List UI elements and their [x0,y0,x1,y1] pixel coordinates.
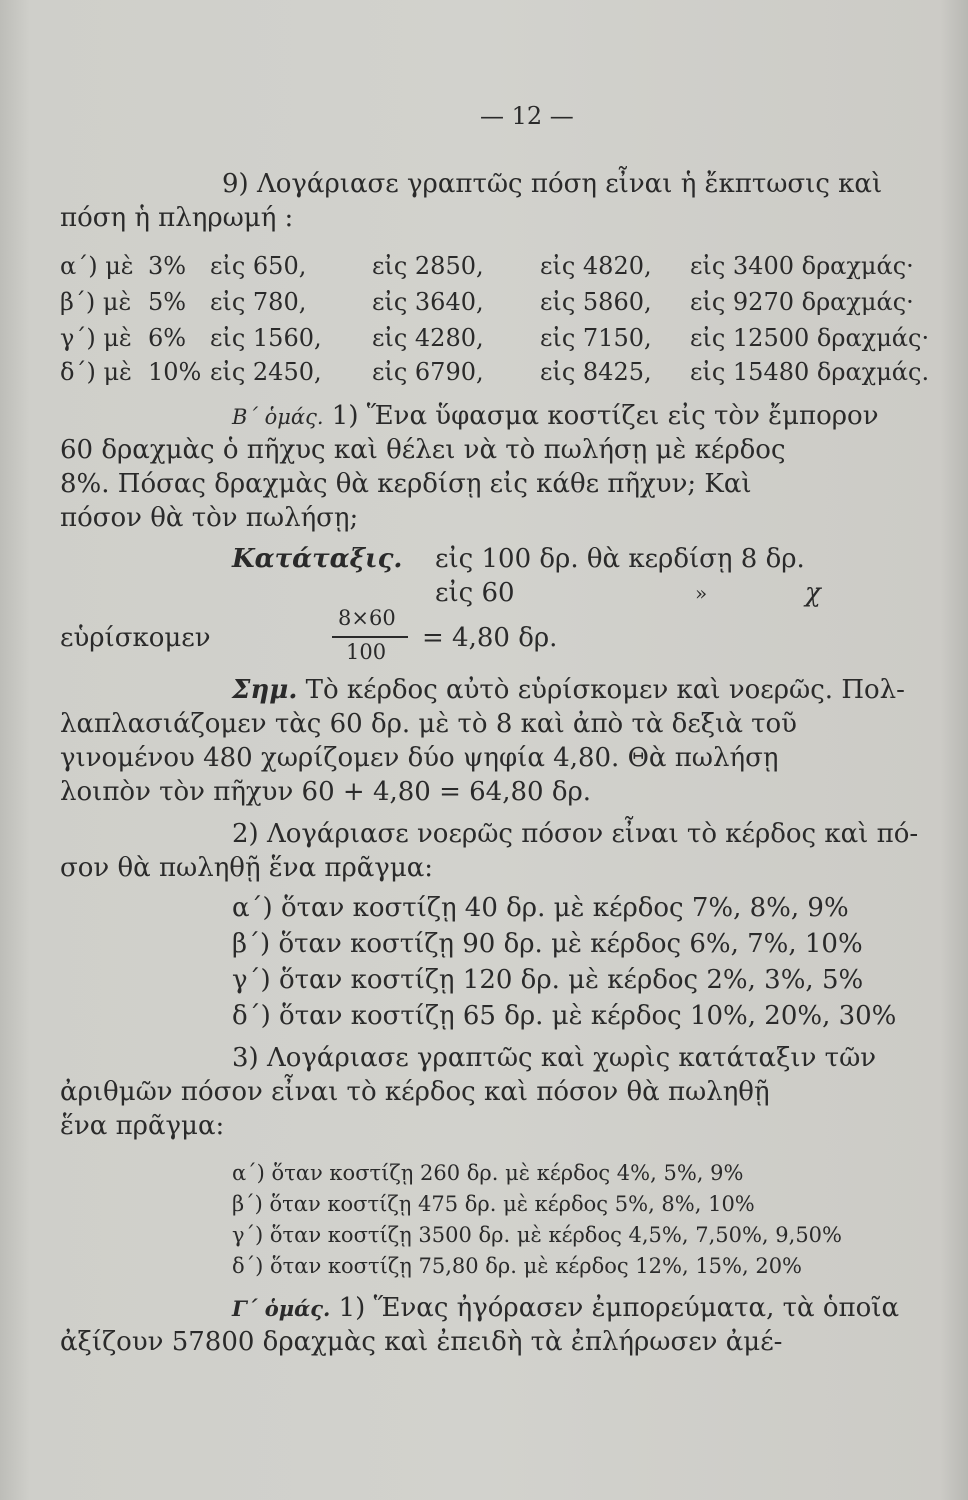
exercise-2-row: β΄) ὅταν κοστίζῃ 90 δρ. μὲ κέρδος 6%, 7%, 10% [232,929,863,959]
kataxis-label: Κατάταξις. [232,544,403,574]
row-amount-b: εἰς 4280, [372,324,484,352]
note-line-4: λοιπὸν τὸν πῆχυν 60 + 4,80 = 64,80 δρ. [60,777,592,807]
fraction-denominator: 100 [346,640,387,664]
row-amount-d: εἰς 15480 δραχμάς. [690,358,930,386]
note-line-3: γινομένου 480 χωρίζομεν δύο ψηφία 4,80. Θὰ πωλήσῃ [60,743,779,773]
row-label: β΄) μὲ [60,288,132,316]
row-amount-a: εἰς 1560, [210,324,322,352]
page-number: — 12 — [480,102,574,130]
exercise-3-line-2: ἀριθμῶν πόσον εἶναι τὸ κέρδος καὶ πόσον θὰ πωληθῇ [60,1077,770,1107]
g-group-tag: Γ΄ ὁμάς. [232,1296,331,1321]
row-percent: 5% [148,288,187,316]
fraction-bar [332,636,408,638]
exercise-2-line-1: 2) Λογάριασε νοερῶς πόσον εἶναι τὸ κέρδος καὶ πό- [232,819,919,849]
row-amount-c: εἰς 5860, [540,288,652,316]
row-amount-c: εἰς 4820, [540,252,652,280]
row-amount-d: εἰς 9270 δραχμάς· [690,288,914,316]
exercise-2-line-2: σον θὰ πωληθῇ ἕνα πρᾶγμα: [60,853,434,883]
row-amount-d: εἰς 12500 δραχμάς· [690,324,930,352]
exercise-3-row: δ΄) ὅταν κοστίζῃ 75,80 δρ. μὲ κέρδος 12%, 15%, 20% [232,1254,803,1278]
b-group-tag: Β΄ ὁμάς. [232,405,324,429]
note-tag: Σημ. [232,675,298,705]
b-group-text: 1) Ἕνα ὕφασμα κοστίζει εἰς τὸν ἔμπορον [331,401,879,431]
exercise-3-line-1: 3) Λογάριασε γραπτῶς καὶ χωρὶς κατάταξιν τῶν [232,1043,877,1073]
row-amount-c: εἰς 7150, [540,324,652,352]
row-amount-b: εἰς 3640, [372,288,484,316]
row-amount-d: εἰς 3400 δραχμάς· [690,252,914,280]
row-amount-a: εἰς 2450, [210,358,322,386]
exercise-3-row: γ΄) ὅταν κοστίζῃ 3500 δρ. μὲ κέρδος 4,5%, 7,50%, 9,50% [232,1223,842,1247]
note-text: Τὸ κέρδος αὐτὸ εὑρίσκομεν καὶ νοερῶς. Πολ- [305,675,905,705]
kataxis-row-2-unknown: χ [805,578,821,608]
row-amount-a: εἰς 780, [210,288,307,316]
note-line-2: λαπλασιάζομεν τὰς 60 δρ. μὲ τὸ 8 καὶ ἀπὸ τὰ δεξιὰ τοῦ [60,709,797,739]
row-label: γ΄) μὲ [60,324,132,352]
exercise-2-row: α΄) ὅταν κοστίζῃ 40 δρ. μὲ κέρδος 7%, 8%, 9% [232,893,849,923]
b-group-line-4: πόσον θὰ τὸν πωλήσῃ; [60,503,359,533]
b-group-line-2: 60 δραχμὰς ὁ πῆχυς καὶ θέλει νὰ τὸ πωλήσῃ μὲ κέρδος [60,435,786,465]
exercise-2-row: γ΄) ὅταν κοστίζῃ 120 δρ. μὲ κέρδος 2%, 3%, 5% [232,965,864,995]
b-group-line-1 [232,400,879,433]
row-percent: 10% [148,358,202,386]
exercise-3-row: α΄) ὅταν κοστίζῃ 260 δρ. μὲ κέρδος 4%, 5%, 9% [232,1161,744,1185]
kataxis-row-2-ditto: » [695,581,708,605]
kataxis-row-1: εἰς 100 δρ. θὰ κερδίσῃ 8 δρ. [435,544,805,574]
eurisko-result: = 4,80 δρ. [422,623,558,653]
row-label: α΄) μὲ [60,252,134,280]
g-group-text: 1) Ἕνας ἠγόρασεν ἐμπορεύματα, τὰ ὁποῖα [338,1293,899,1323]
exercise-9-line-2: πόση ἡ πληρωμή : [60,203,294,233]
row-label: δ΄) μὲ [60,358,132,386]
note-line-1 [232,674,905,706]
b-group-line-3: 8%. Πόσας δραχμὰς θὰ κερδίσῃ εἰς κάθε πῆχυν; Καὶ [60,469,752,499]
exercise-2-row: δ΄) ὅταν κοστίζῃ 65 δρ. μὲ κέρδος 10%, 20%, 30% [232,1001,897,1031]
row-amount-b: εἰς 6790, [372,358,484,386]
row-amount-a: εἰς 650, [210,252,307,280]
exercise-3-line-3: ἕνα πρᾶγμα: [60,1111,225,1141]
kataxis-row-2-a: εἰς 60 [435,578,515,608]
eurisko-prefix: εὑρίσκομεν [60,623,211,653]
exercise-9-line-1: 9) Λογάριασε γραπτῶς πόση εἶναι ἡ ἔκπτωσις καὶ [222,169,883,199]
row-amount-b: εἰς 2850, [372,252,484,280]
g-group-line-1 [232,1292,899,1325]
g-group-line-2: ἀξίζουν 57800 δραχμὰς καὶ ἐπειδὴ τὰ ἐπλήρωσεν ἀμέ- [60,1327,783,1357]
row-percent: 6% [148,324,187,352]
row-amount-c: εἰς 8425, [540,358,652,386]
row-percent: 3% [148,252,187,280]
exercise-3-row: β΄) ὅταν κοστίζῃ 475 δρ. μὲ κέρδος 5%, 8%, 10% [232,1192,755,1216]
fraction-numerator: 8×60 [338,606,396,630]
